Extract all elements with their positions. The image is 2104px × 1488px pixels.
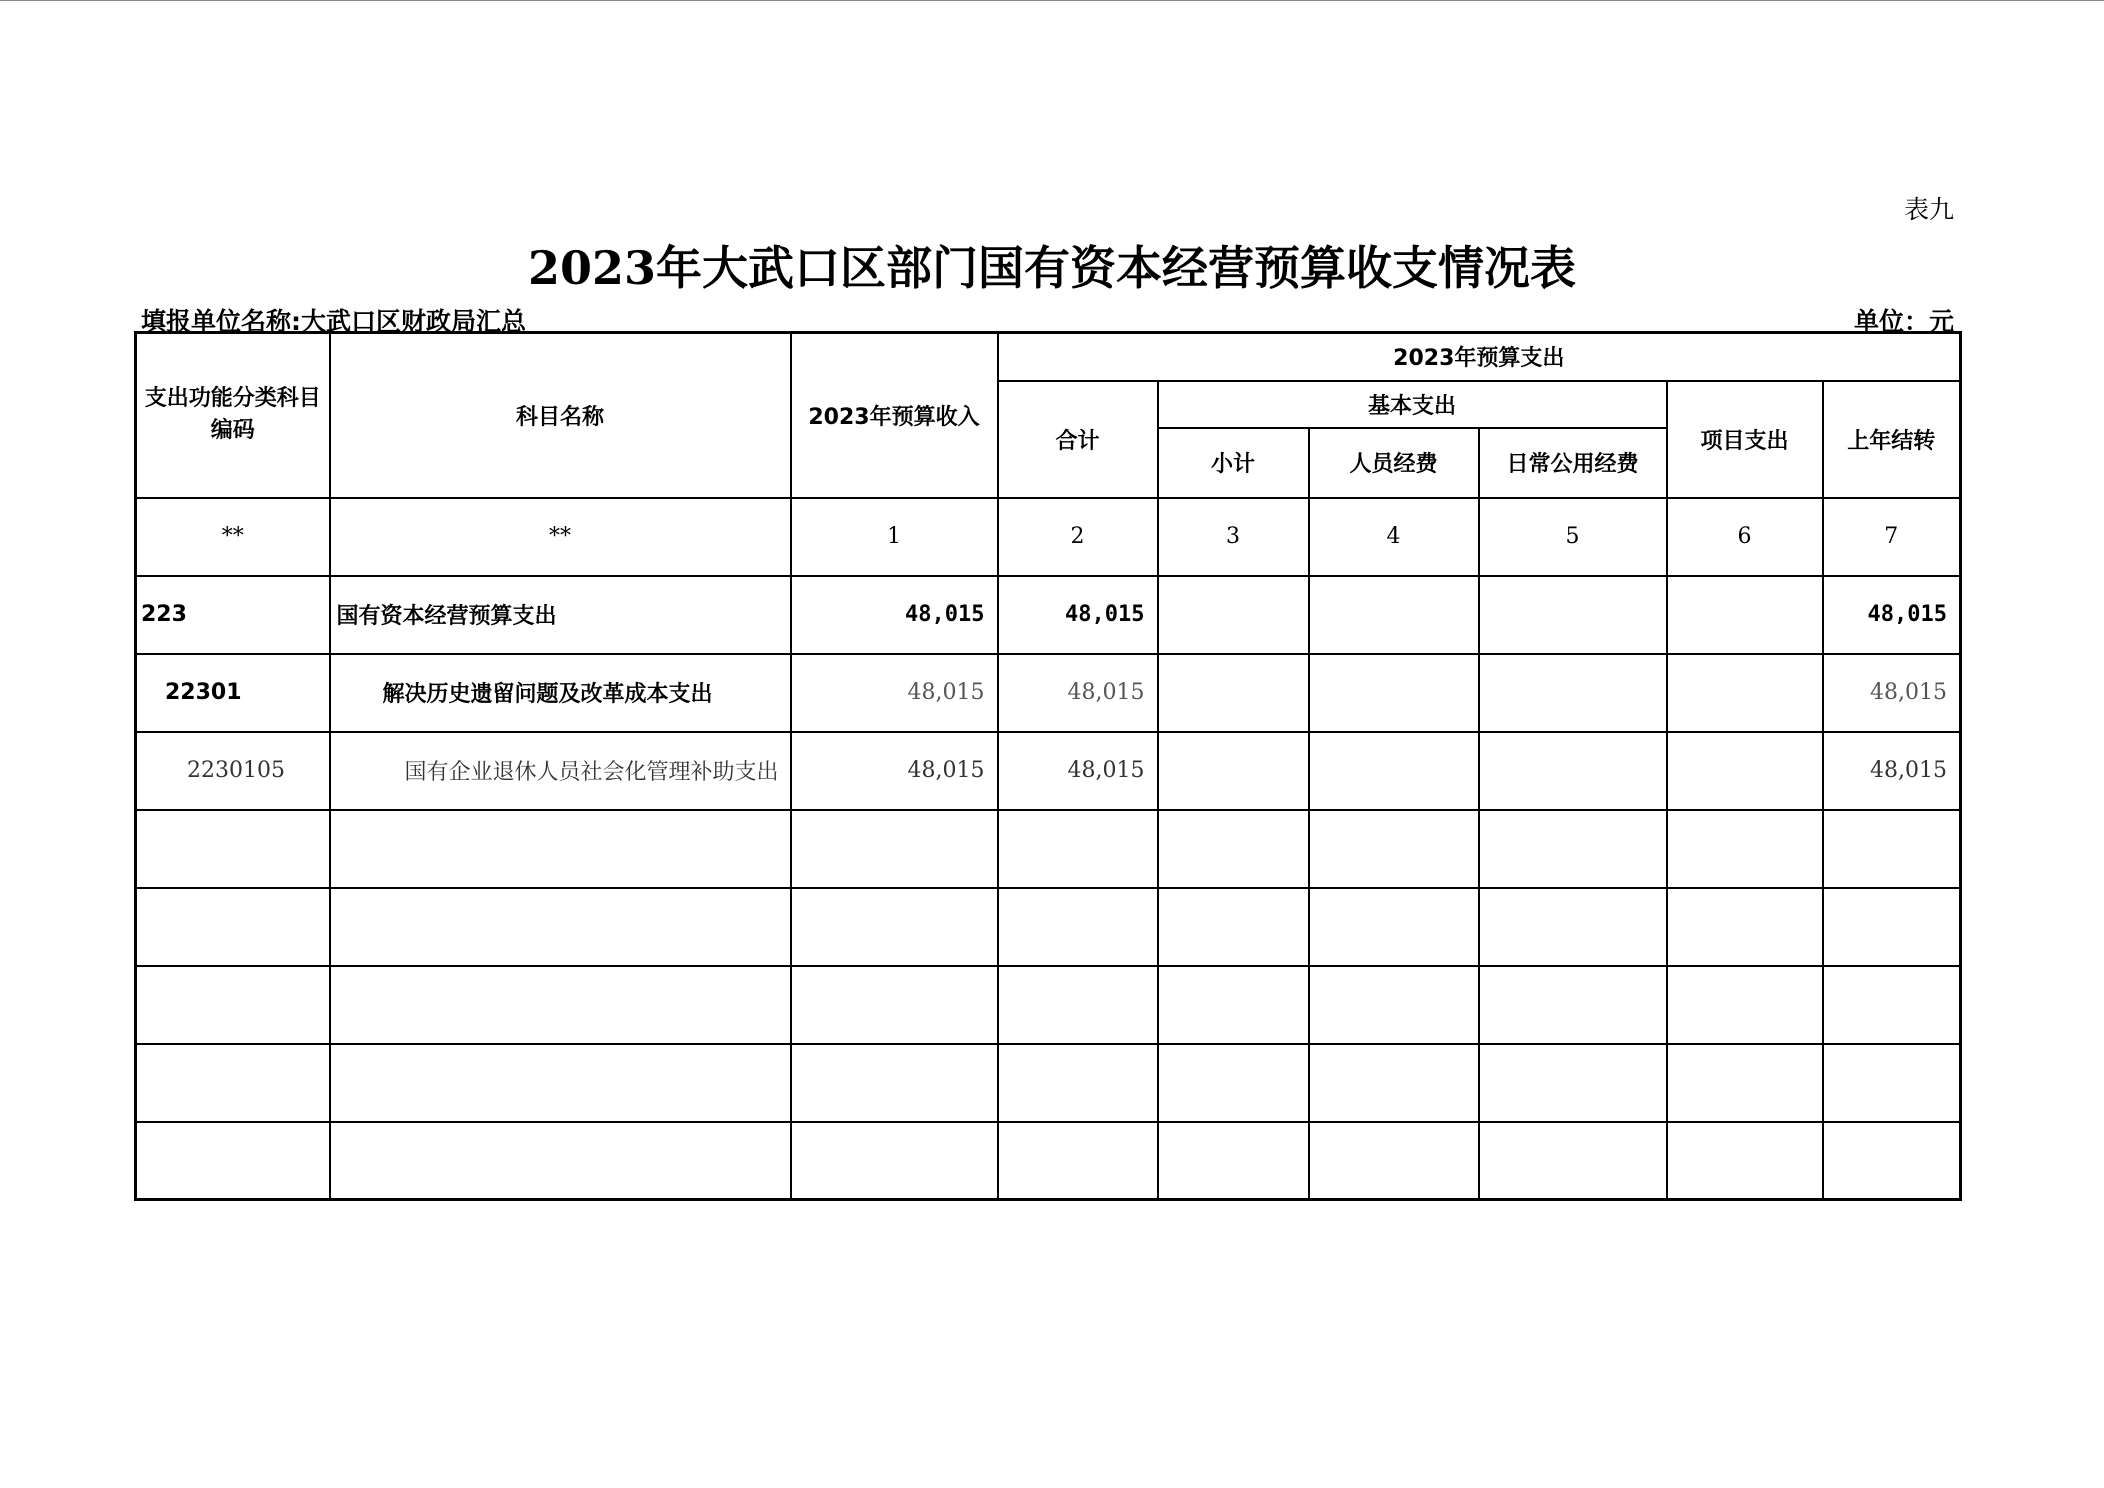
row-code: 223: [136, 576, 330, 654]
table-row: [136, 576, 1961, 654]
row-project: [1667, 732, 1823, 810]
header-expenditure: 2023年预算支出: [998, 333, 1961, 381]
index-cell: 4: [1309, 498, 1479, 576]
empty-row: [136, 810, 1961, 888]
index-cell: 7: [1823, 498, 1961, 576]
row-carryover: 48,015: [1823, 732, 1961, 810]
table-row: [136, 732, 1961, 810]
row-name: 国有企业退休人员社会化管理补助支出: [330, 732, 791, 810]
index-cell: 3: [1158, 498, 1309, 576]
header-carryover: 上年结转: [1823, 381, 1961, 498]
row-personnel: [1309, 576, 1479, 654]
header-name: 科目名称: [330, 333, 791, 498]
budget-table: [134, 331, 1962, 1201]
row-personnel: [1309, 654, 1479, 732]
index-row: [136, 498, 1961, 576]
page-title: 2023年大武口区部门国有资本经营预算收支情况表: [527, 241, 1577, 295]
row-income: 48,015: [791, 732, 998, 810]
header-personnel: 人员经费: [1309, 428, 1479, 498]
row-personnel: [1309, 732, 1479, 810]
index-cell: 6: [1667, 498, 1823, 576]
index-cell: **: [136, 498, 330, 576]
row-public: [1479, 654, 1667, 732]
row-carryover: 48,015: [1823, 654, 1961, 732]
row-total: 48,015: [998, 654, 1158, 732]
header-project: 项目支出: [1667, 381, 1823, 498]
row-public: [1479, 732, 1667, 810]
header-public: 日常公用经费: [1479, 428, 1667, 498]
row-project: [1667, 654, 1823, 732]
header-subtotal: 小计: [1158, 428, 1309, 498]
top-rule: [0, 0, 2104, 1]
header-basic: 基本支出: [1158, 381, 1667, 428]
row-income: 48,015: [791, 576, 998, 654]
header-total: 合计: [998, 381, 1158, 498]
row-subtotal: [1158, 732, 1309, 810]
row-income: 48,015: [791, 654, 998, 732]
index-cell: 5: [1479, 498, 1667, 576]
row-subtotal: [1158, 576, 1309, 654]
header-income: 2023年预算收入: [791, 333, 998, 498]
empty-row: [136, 1044, 1961, 1122]
empty-row: [136, 888, 1961, 966]
row-name: 解决历史遗留问题及改革成本支出: [330, 654, 791, 732]
row-code: 2230105: [136, 732, 330, 810]
index-cell: 1: [791, 498, 998, 576]
row-total: 48,015: [998, 576, 1158, 654]
index-cell: **: [330, 498, 791, 576]
empty-row: [136, 1122, 1961, 1200]
filler-unit-name: 填报单位名称:大武口区财政局汇总: [141, 307, 526, 336]
row-subtotal: [1158, 654, 1309, 732]
table-row: [136, 654, 1961, 732]
row-public: [1479, 576, 1667, 654]
table-number: 表九: [1903, 195, 1954, 224]
row-carryover: 48,015: [1823, 576, 1961, 654]
row-project: [1667, 576, 1823, 654]
index-cell: 2: [998, 498, 1158, 576]
header-code: 支出功能分类科目编码: [136, 333, 330, 498]
row-total: 48,015: [998, 732, 1158, 810]
currency-unit: 单位：元: [1853, 307, 1954, 336]
empty-row: [136, 966, 1961, 1044]
row-code: 22301: [136, 654, 330, 732]
row-name: 国有资本经营预算支出: [330, 576, 791, 654]
